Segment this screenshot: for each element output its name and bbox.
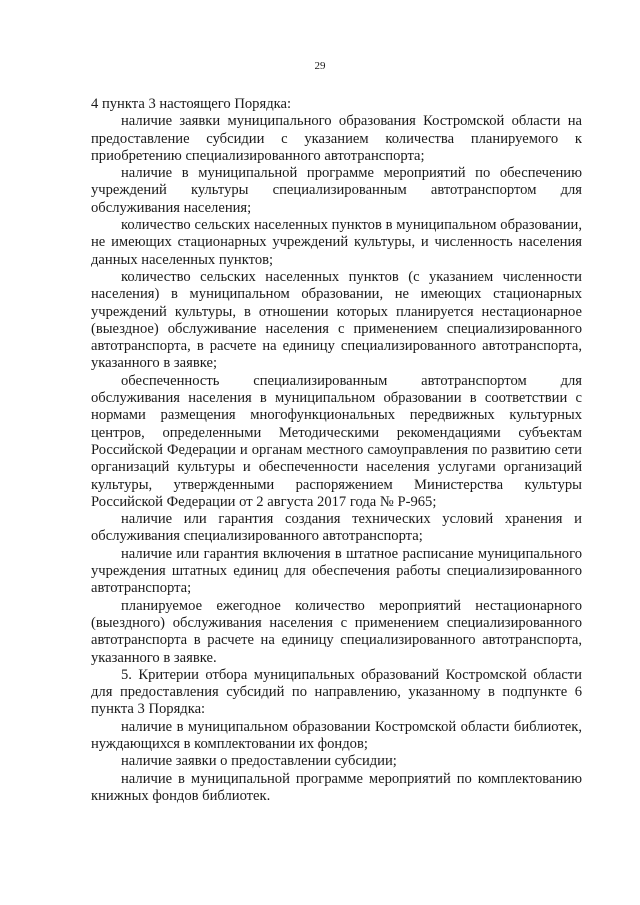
criterion-paragraph: наличие заявки муниципального образования Костромской области на предоставление субсидии с указанием количества планируемого к приобретению специализированного автотранспорта; xyxy=(91,113,582,164)
criterion-paragraph: наличие или гарантия включения в штатное расписание муниципального учреждения штатных единиц для обеспечения работы специализированного автотранспорта; xyxy=(91,545,582,597)
criterion-paragraph: количество сельских населенных пунктов в муниципальном образовании, не имеющих стационарных учреждений культуры, и численность населения данных населенных пунктов; xyxy=(91,217,582,268)
document-body xyxy=(91,96,582,805)
criterion-paragraph: наличие в муниципальной программе мероприятий по обеспечению учреждений культуры специализированным автотранспортом для обслуживания населения; xyxy=(91,165,582,216)
criterion-paragraph: наличие или гарантия создания технических условий хранения и обслуживания специализированного автотранспорта; xyxy=(91,511,582,545)
criterion-paragraph: количество сельских населенных пунктов (с указанием численности населения) в муниципальном образовании, не имеющих стационарных учреждений культуры, в отношении которых планируется нестационарное (выездное) обслуживание населения с применением специализированного автотранспорта, в расчете на единицу специализированного автотранспорта, указанного в заявке; xyxy=(91,268,582,372)
paragraph-continuation: 4 пункта 3 настоящего Порядка: xyxy=(91,96,292,112)
section-heading-paragraph: 5. Критерии отбора муниципальных образований Костромской области для предоставления субсидий по направлению, указанному в подпункте 6 пункта 3 Порядка: xyxy=(91,666,582,718)
criterion-paragraph: обеспеченность специализированным автотранспортом для обслуживания населения в муниципальном образовании в соответствии с нормами размещения многофункциональных передвижных культурных центров, определенными Методическими рекомендациями субъектам Российской Федерации и органам местного самоуправления по развитию сети организаций культуры и обеспеченности населения услугами организаций культуры, утвержденными распоряжением Министерства культуры Российской Федерации от 2 августа 2017 года № Р-965; xyxy=(91,372,582,510)
criterion-paragraph: наличие в муниципальном образовании Костромской области библиотек, нуждающихся в комплектовании их фондов; xyxy=(91,718,582,752)
criterion-paragraph: наличие заявки о предоставлении субсидии; xyxy=(121,753,397,770)
criterion-paragraph: наличие в муниципальной программе мероприятий по комплектованию книжных фондов библиотек. xyxy=(91,770,582,804)
criterion-paragraph: планируемое ежегодное количество мероприятий нестационарного (выездного) обслуживания населения с применением специализированного автотранспорта в расчете на единицу специализированного автотранспорта, указанного в заявке. xyxy=(91,597,582,666)
page-number: 29 xyxy=(314,60,326,72)
